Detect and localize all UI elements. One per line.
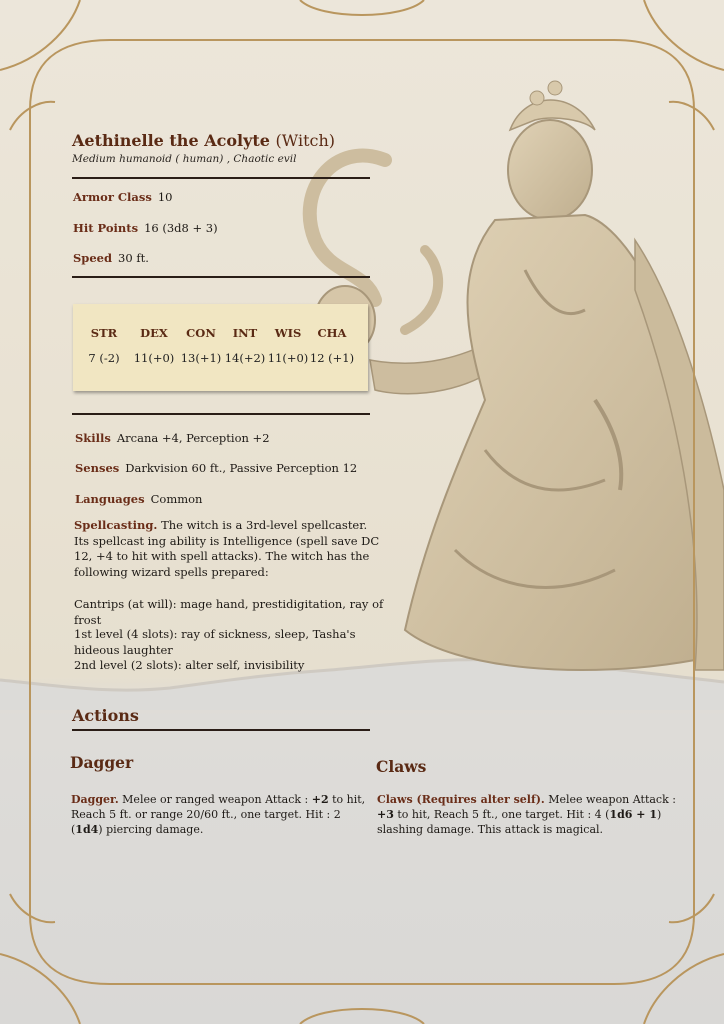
speed-value: 30 ft.: [118, 251, 149, 265]
armor-class-value: 10: [157, 190, 173, 204]
action-text: Melee weapon Attack :: [544, 793, 676, 806]
hit-points-label: Hit Points: [73, 221, 139, 235]
spellcasting-text: The witch is a 3rd-level spellcaster. Its spellcast ing ability is Intelligence (spell save DC 12, +4 to hit with spell attacks). The witch has the following wizard spells prepared:: [74, 518, 380, 579]
spell-list-cantrips: Cantrips (at will): mage hand, prestidigitation, ray of frost: [74, 597, 384, 627]
skills: [75, 431, 270, 445]
divider: [72, 276, 370, 278]
ability-label: CHA: [317, 326, 347, 340]
senses: [75, 461, 357, 475]
senses-value: Darkvision 60 ft., Passive Perception 12: [125, 461, 358, 475]
divider: [72, 729, 370, 731]
action-text: ) slashing damage. This attack is magical.: [377, 808, 662, 836]
attack-bonus: +3: [377, 808, 394, 821]
hit-points: [73, 221, 218, 235]
divider: [72, 413, 370, 415]
damage-dice: 1d6 + 1: [609, 808, 657, 821]
languages-value: Common: [150, 492, 203, 506]
speed: [73, 251, 149, 265]
ability-score: 12 (+1): [309, 351, 355, 365]
dagger-heading: Dagger: [70, 753, 134, 772]
creature-class-tag: (Witch): [275, 131, 336, 150]
ability-score: 11(+0): [133, 351, 175, 365]
creature-name-text: Aethinelle the Acolyte: [72, 131, 270, 150]
ability-wis: [264, 326, 312, 365]
attack-bonus: +2: [311, 793, 329, 806]
skills-value: Arcana +4, Perception +2: [116, 431, 270, 445]
divider: [72, 177, 370, 179]
ability-int: [221, 326, 269, 365]
hit-points-value: 16 (3d8 + 3): [144, 221, 218, 235]
ability-label: WIS: [274, 326, 302, 340]
ability-cha: [308, 326, 356, 365]
armor-class-label: Armor Class: [73, 190, 152, 204]
ability-score: 13(+1): [180, 351, 222, 365]
ability-dex: [130, 326, 178, 365]
action-text: to hit, Reach 5 ft. or range 20/60 ft., one target. Hit : 2 (: [71, 793, 366, 836]
claws-action: [377, 792, 682, 837]
ability-label: STR: [90, 326, 118, 340]
claws-heading: Claws: [376, 757, 427, 776]
dagger-label: Dagger.: [71, 793, 119, 806]
damage-dice: 1d4: [75, 823, 99, 836]
speed-label: Speed: [73, 251, 113, 265]
spellcasting-trait: [74, 518, 384, 580]
ability-label: DEX: [140, 326, 168, 340]
languages-label: Languages: [75, 492, 145, 506]
creature-name: [72, 131, 335, 150]
ability-str: [80, 326, 128, 365]
action-text: to hit, Reach 5 ft., one target. Hit : 4 (: [393, 808, 610, 821]
actions-heading: Actions: [72, 706, 139, 725]
languages: [75, 492, 202, 506]
ability-label: CON: [186, 326, 216, 340]
senses-label: Senses: [75, 461, 120, 475]
claws-label: Claws (Requires alter self).: [377, 793, 545, 806]
armor-class: [73, 190, 172, 204]
skills-label: Skills: [75, 431, 111, 445]
action-text: Melee or ranged weapon Attack :: [118, 793, 312, 806]
spell-list-level-2: 2nd level (2 slots): alter self, invisibility: [74, 658, 305, 672]
spellcasting-label: Spellcasting.: [74, 518, 158, 532]
ability-score: 7 (-2): [88, 351, 120, 365]
ability-con: [177, 326, 225, 365]
ability-label: INT: [232, 326, 258, 340]
ability-score: 11(+0): [267, 351, 309, 365]
action-text: ) piercing damage.: [98, 823, 204, 836]
creature-subtitle: Medium humanoid ( human) , Chaotic evil: [72, 153, 297, 165]
ability-score: 14(+2): [224, 351, 266, 365]
ability-scores-box: [73, 304, 368, 391]
spell-list-level-1: 1st level (4 slots): ray of sickness, sleep, Tasha's hideous laughter: [74, 627, 356, 657]
dagger-action: [71, 792, 366, 837]
